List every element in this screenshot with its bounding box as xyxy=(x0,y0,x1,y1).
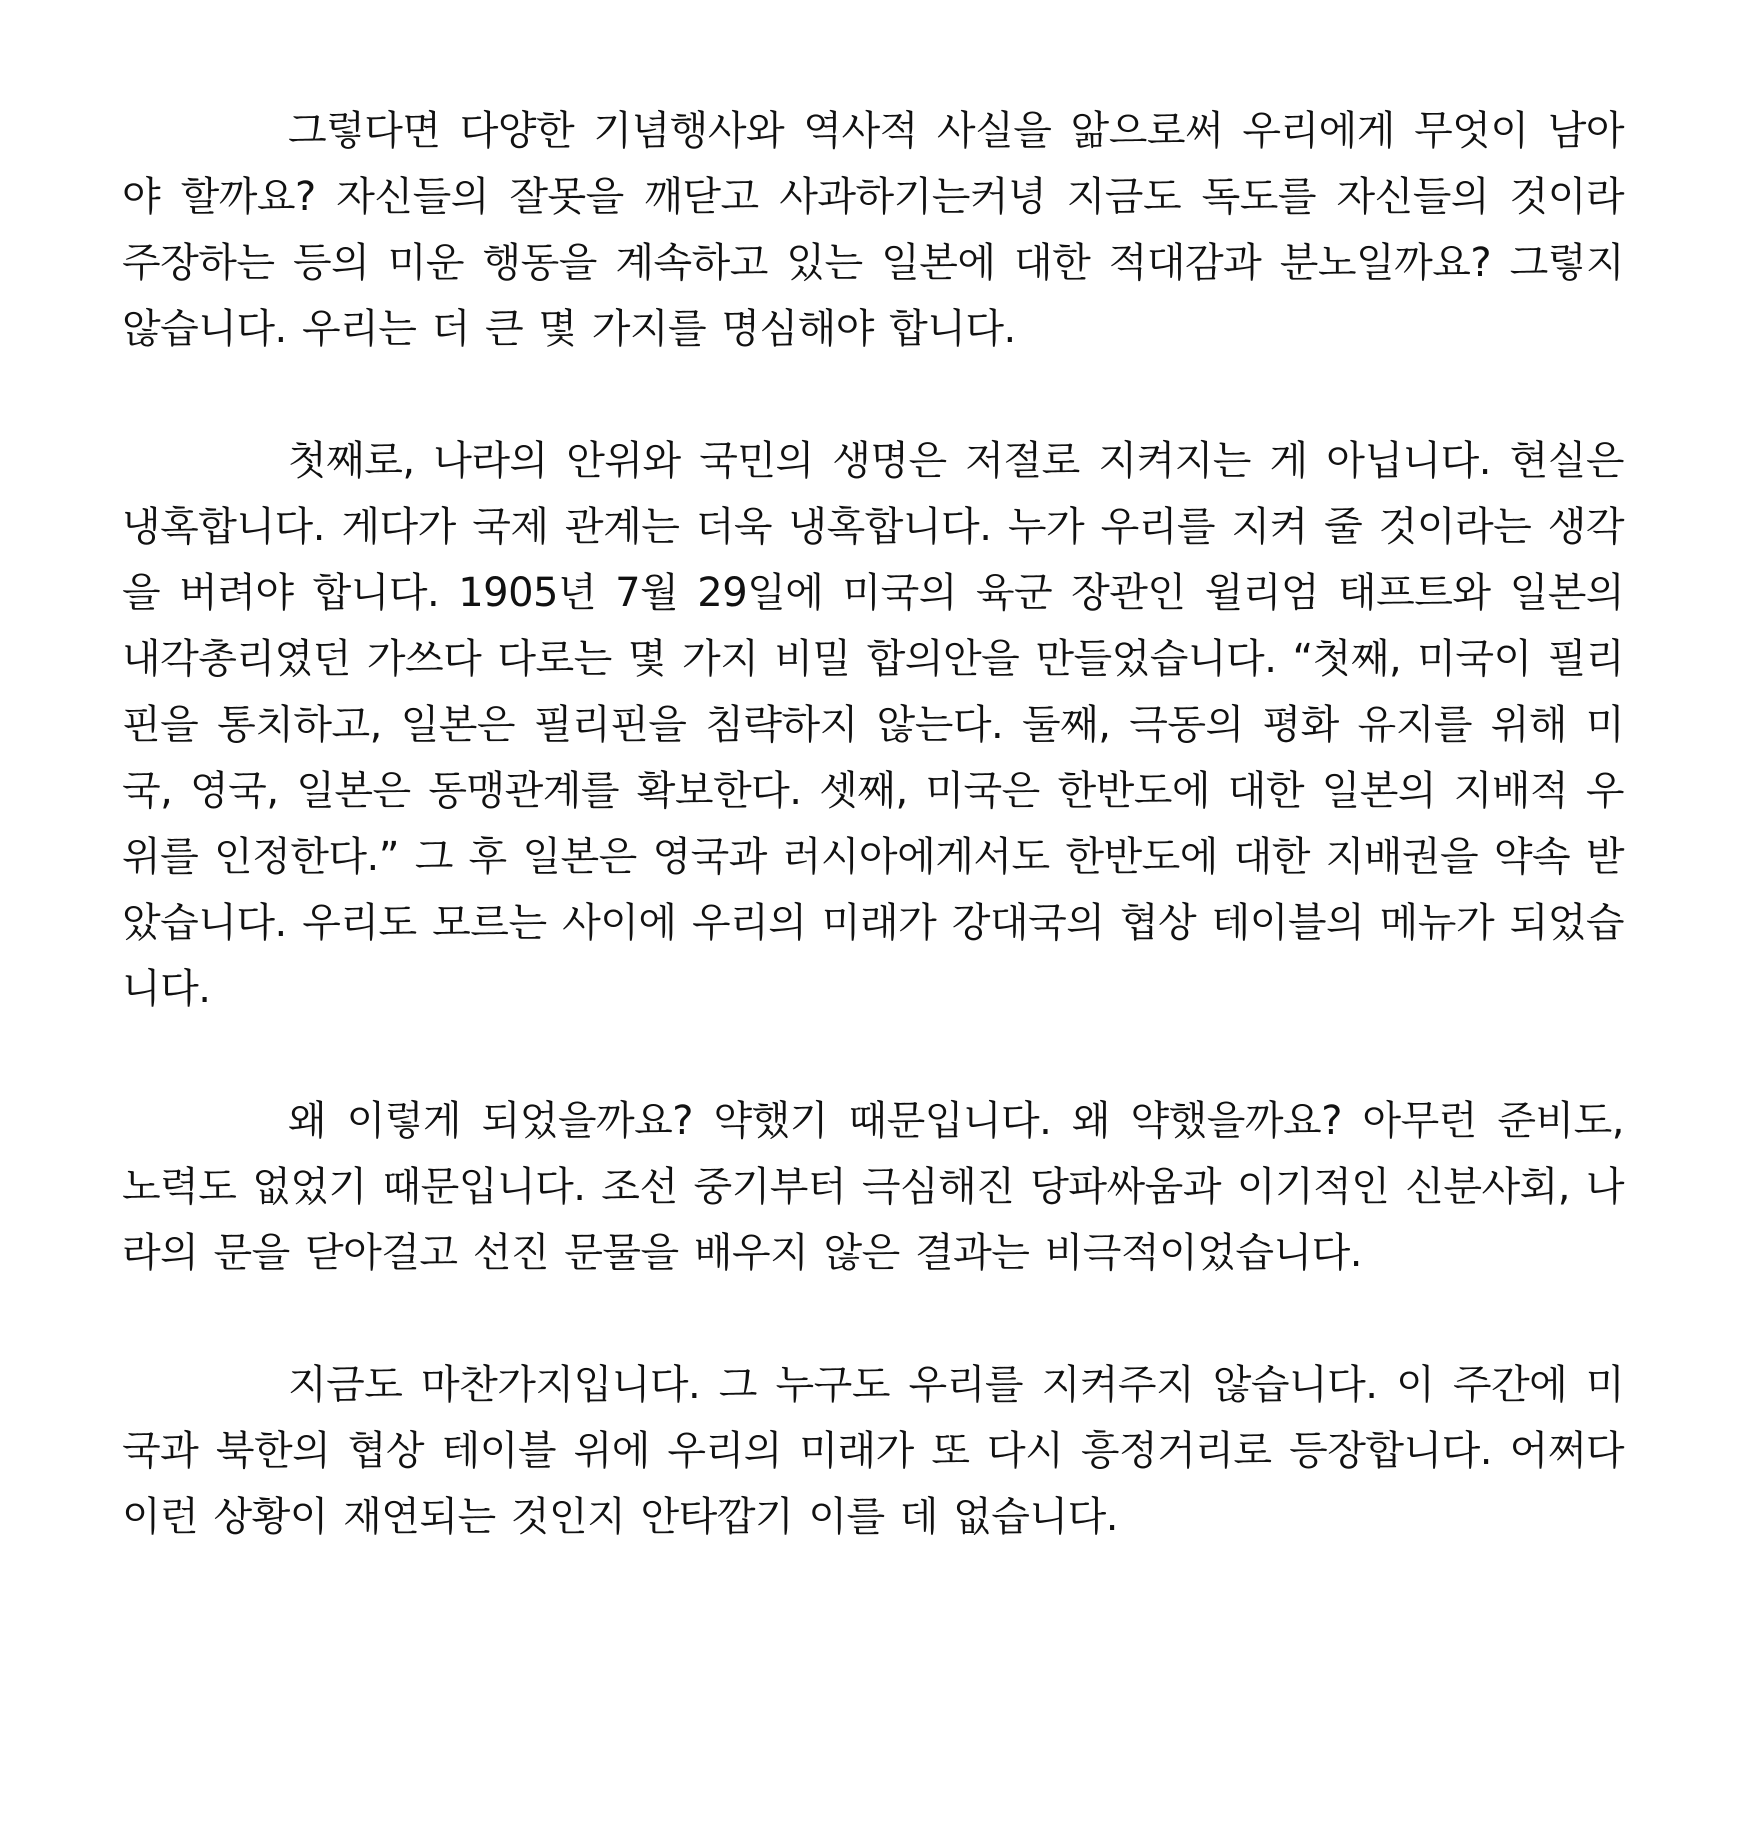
paragraph-1: 그렇다면 다양한 기념행사와 역사적 사실을 앎으로써 우리에게 무엇이 남아야 할까요? 자신들의 잘못을 깨닫고 사과하기는커녕 지금도 독도를 자신들의 것이라 주장하는 등의 미운 행동을 계속하고 있는 일본에 대한 적대감과 분노일까요? 그렇지 않습니다. 우리는 더 큰 몇 가지를 명심해야 합니다. xyxy=(122,108,1624,352)
paragraph-4: 지금도 마찬가지입니다. 그 누구도 우리를 지켜주지 않습니다. 이 주간에 미국과 북한의 협상 테이블 위에 우리의 미래가 또 다시 흥정거리로 등장합니다. 어쩌다 이런 상황이 재연되는 것인지 안타깝기 이를 데 없습니다. xyxy=(122,1362,1625,1540)
paragraph-3: 왜 이렇게 되었을까요? 약했기 때문입니다. 왜 약했을까요? 아무런 준비도, 노력도 없었기 때문입니다. 조선 중기부터 극심해진 당파싸움과 이기적인 신분사회, 나라의 문을 닫아걸고 선진 문물을 배우지 않은 결과는 비극적이었습니다. xyxy=(122,1098,1624,1276)
document-body xyxy=(122,98,1624,1550)
paragraph-2: 첫째로, 나라의 안위와 국민의 생명은 저절로 지켜지는 게 아닙니다. 현실은 냉혹합니다. 게다가 국제 관계는 더욱 냉혹합니다. 누가 우리를 지켜 줄 것이라는 생각을 버려야 합니다. 1905년 7월 29일에 미국의 육군 장관인 윌리엄 태프트와 일본의 내각총리였던 가쓰다 다로는 몇 가지 비밀 합의안을 만들었습니다. “첫째, 미국이 필리핀을 통치하고, 일본은 필리핀을 침략하지 않는다. 둘째, 극동의 평화 유지를 위해 미국, 영국, 일본은 동맹관계를 확보한다. 셋째, 미국은 한반도에 대한 일본의 지배적 우위를 인정한다.” 그 후 일본은 영국과 러시아에게서도 한반도에 대한 지배권을 약속 받았습니다. 우리도 모르는 사이에 우리의 미래가 강대국의 협상 테이블의 메뉴가 되었습니다. xyxy=(122,438,1624,1012)
